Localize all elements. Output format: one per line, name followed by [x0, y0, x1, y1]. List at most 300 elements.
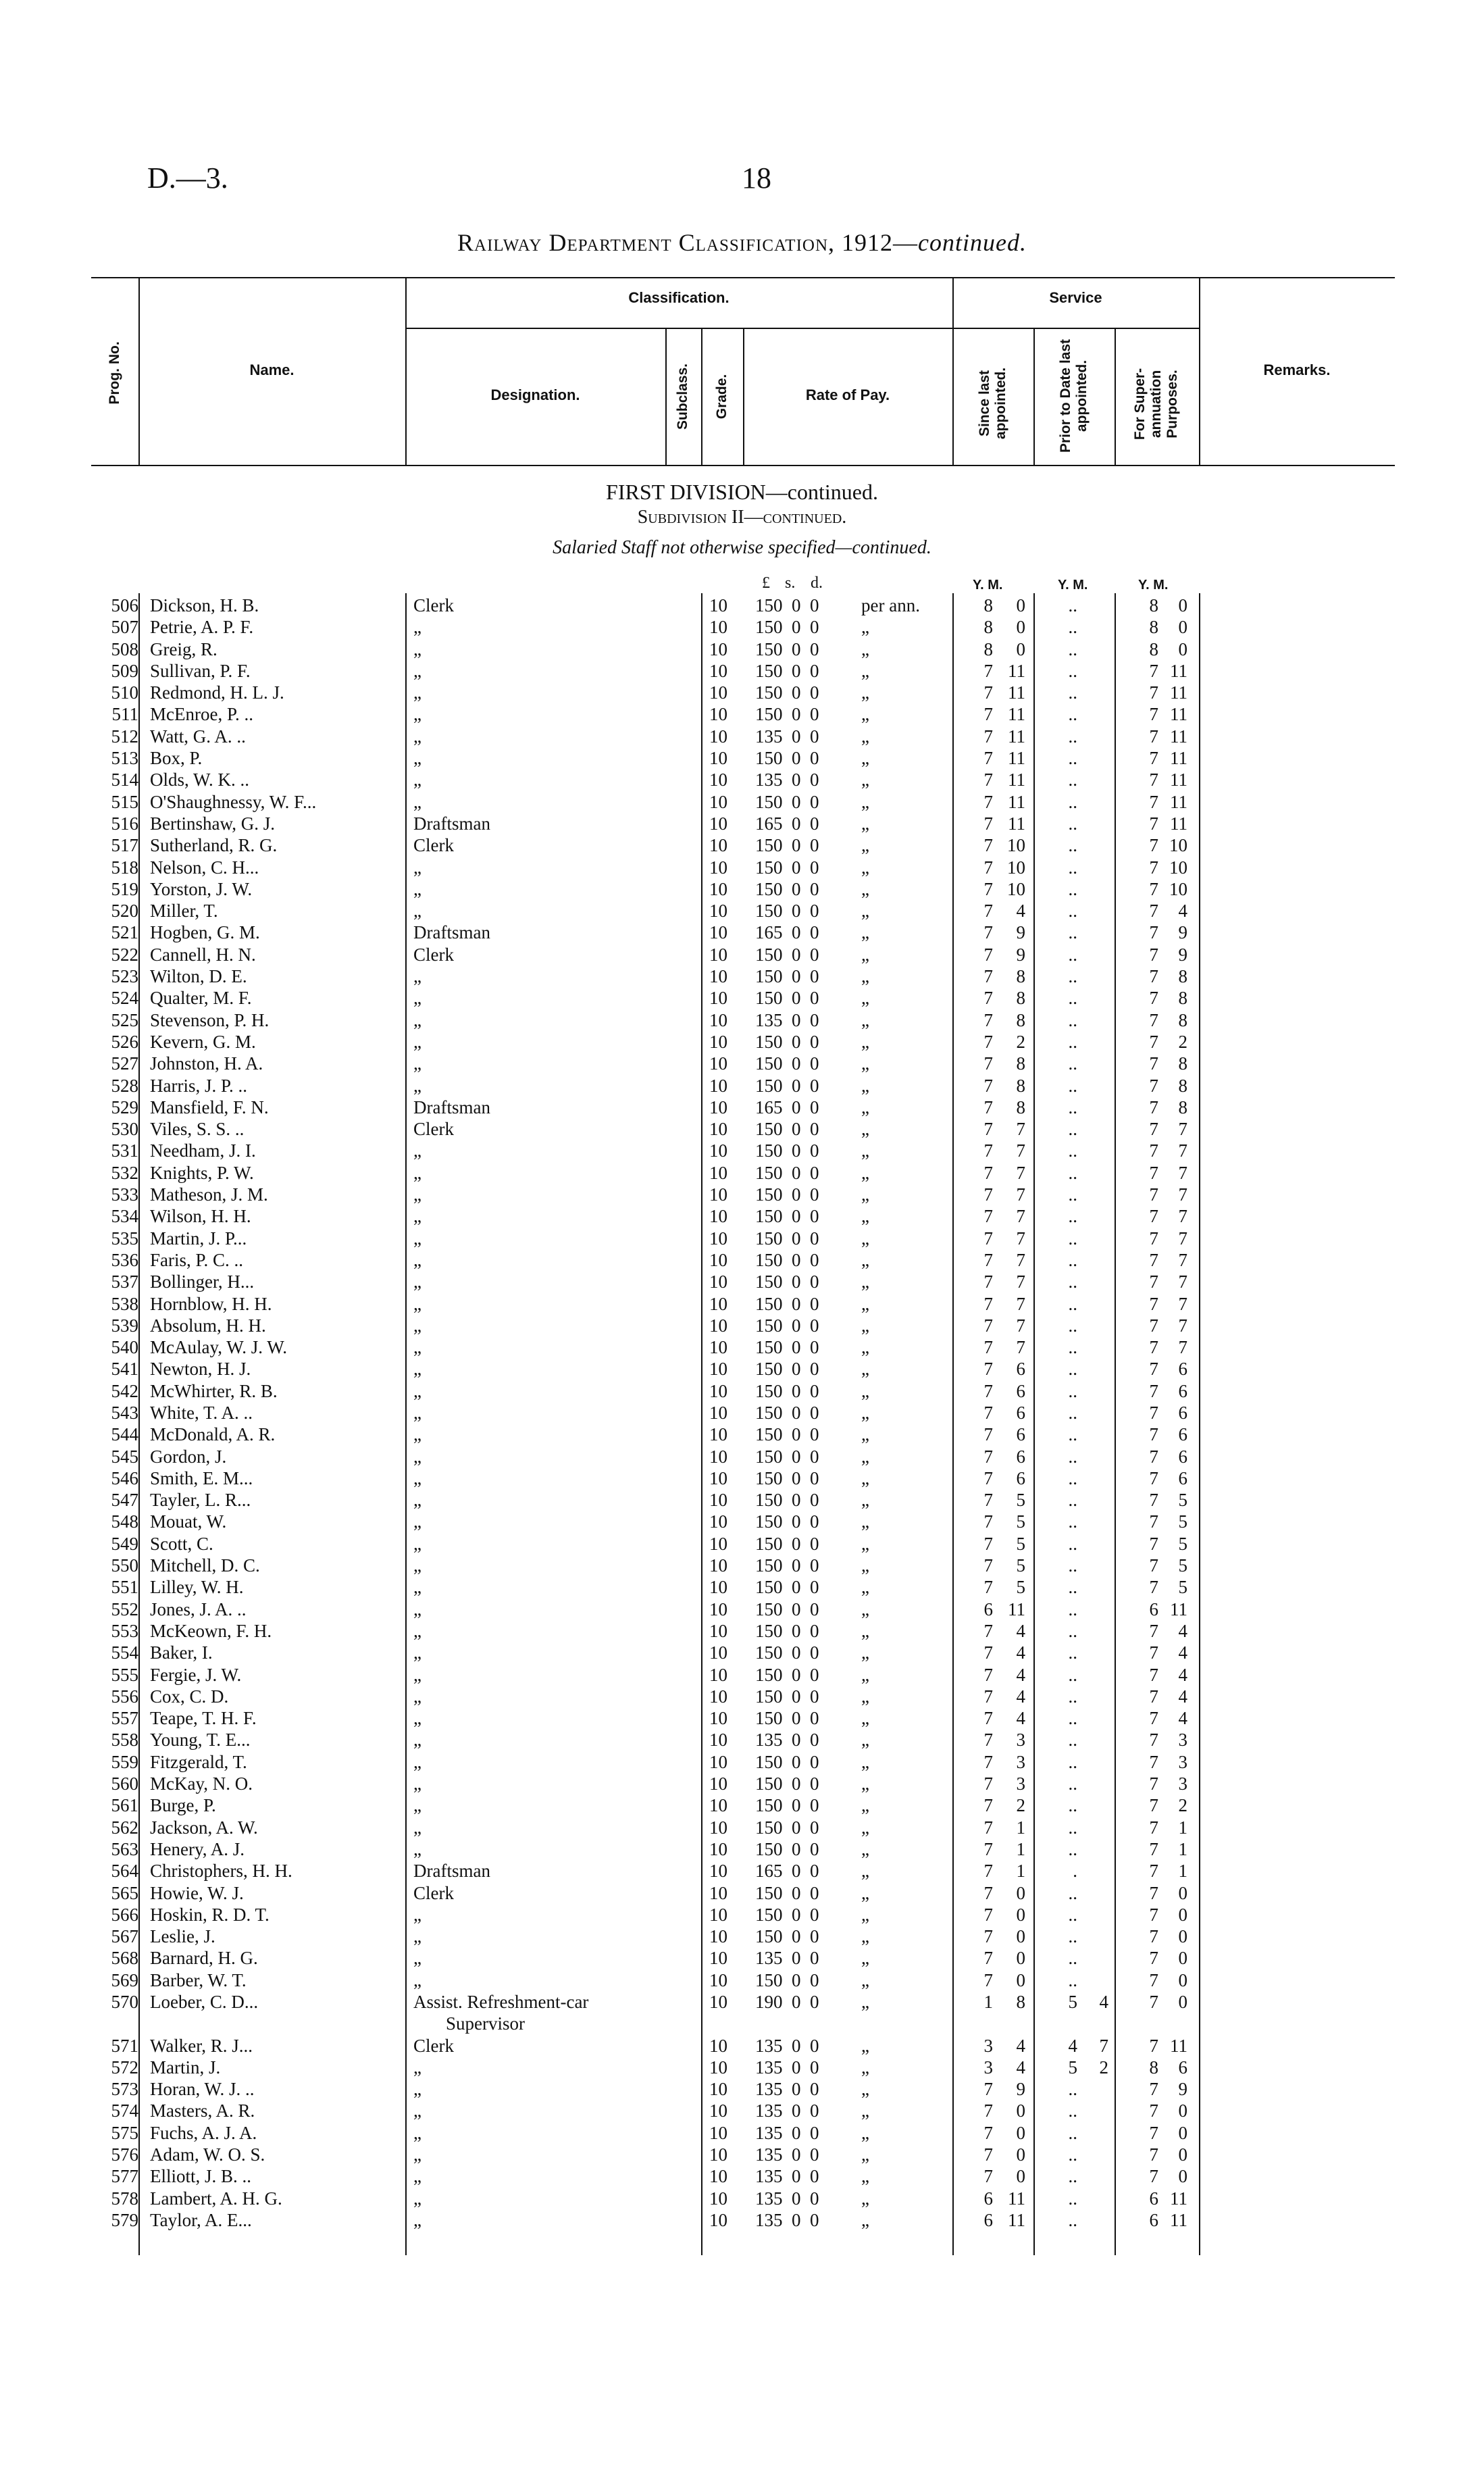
cell-grade: 10	[709, 1490, 727, 1511]
table-row	[0, 1380, 1484, 1402]
cell-pay-period: „	[861, 1686, 869, 1707]
cell-super-years: 7	[1149, 2144, 1158, 2165]
cell-grade: 10	[709, 813, 727, 834]
cell-super-years: 7	[1149, 1140, 1158, 1161]
cell-since-years: 7	[983, 2122, 993, 2143]
cell-since-months: 8	[1016, 1053, 1025, 1074]
cell-grade: 10	[709, 1031, 727, 1052]
cell-super-months: 7	[1178, 1272, 1187, 1292]
cell-name: Bollinger, H...	[150, 1272, 255, 1292]
cell-name: Scott, C.	[150, 1533, 213, 1554]
cell-grade: 10	[709, 595, 727, 615]
cell-rate-of-pay: 150 0 0	[755, 682, 819, 703]
cell-rate-of-pay: 150 0 0	[755, 1293, 819, 1314]
cell-since-years: 7	[983, 682, 993, 703]
cell-super-months: 9	[1178, 922, 1187, 943]
cell-since-months: 11	[1008, 682, 1025, 703]
cell-since-months: 11	[1008, 813, 1025, 834]
cell-super-months: 0	[1178, 638, 1187, 659]
cell-name: Sullivan, P. F.	[150, 660, 251, 681]
cell-super-years: 7	[1149, 2122, 1158, 2143]
cell-prior-years: ..	[1068, 1555, 1077, 1576]
table-row	[0, 1533, 1484, 1555]
cell-super-years: 7	[1149, 1577, 1158, 1598]
cell-name: Nelson, C. H...	[150, 857, 259, 878]
cell-rate-of-pay: 135 0 0	[755, 2057, 819, 2078]
cell-prog-no: 551	[111, 1577, 138, 1598]
table-row	[0, 965, 1484, 987]
cell-since-years: 7	[983, 770, 993, 790]
cell-grade: 10	[709, 1599, 727, 1619]
cell-prior-years: ..	[1068, 1359, 1077, 1380]
cell-rate-of-pay: 190 0 0	[755, 1992, 819, 2012]
cell-since-years: 7	[983, 1969, 993, 1990]
cell-designation: „	[413, 1773, 421, 1794]
cell-prior-years: ..	[1068, 1751, 1077, 1772]
cell-pay-period: „	[861, 1708, 869, 1729]
cell-prior-years: ..	[1068, 2144, 1077, 2165]
cell-super-years: 7	[1149, 813, 1158, 834]
cell-since-years: 7	[983, 748, 993, 769]
header-for-superannuation: For Super-annuation Purposes.	[1132, 368, 1180, 441]
cell-since-months: 7	[1016, 1184, 1025, 1205]
cell-designation: „	[413, 1446, 421, 1467]
unit-pence: d.	[811, 574, 823, 592]
cell-since-years: 7	[983, 1075, 993, 1096]
cell-since-months: 8	[1016, 1075, 1025, 1096]
cell-rate-of-pay: 150 0 0	[755, 1119, 819, 1140]
header-classification: Classification.	[628, 289, 730, 306]
cell-rate-of-pay: 150 0 0	[755, 748, 819, 769]
cell-grade: 10	[709, 857, 727, 878]
cell-name: McDonald, A. R.	[150, 1424, 276, 1445]
cell-rate-of-pay: 150 0 0	[755, 944, 819, 965]
cell-since-months: 5	[1016, 1533, 1025, 1554]
cell-since-years: 7	[983, 966, 993, 987]
cell-super-months: 3	[1178, 1773, 1187, 1794]
cell-designation: „	[413, 1926, 421, 1947]
cell-designation: „	[413, 2079, 421, 2100]
cell-pay-period: „	[861, 1031, 869, 1052]
cell-prior-years: ..	[1068, 966, 1077, 987]
cell-rate-of-pay: 150 0 0	[755, 1577, 819, 1598]
table-row	[0, 682, 1484, 703]
cell-prog-no: 579	[111, 2209, 138, 2230]
cell-since-months: 7	[1016, 1249, 1025, 1270]
cell-super-years: 8	[1149, 2057, 1158, 2078]
cell-grade: 10	[709, 748, 727, 769]
cell-rate-of-pay: 150 0 0	[755, 1773, 819, 1794]
cell-grade: 10	[709, 1337, 727, 1358]
cell-since-months: 7	[1016, 1206, 1025, 1227]
cell-rate-of-pay: 150 0 0	[755, 638, 819, 659]
cell-super-years: 7	[1149, 988, 1158, 1009]
cell-rate-of-pay: 165 0 0	[755, 813, 819, 834]
cell-pay-period: „	[861, 1228, 869, 1249]
cell-super-years: 7	[1149, 2035, 1158, 2056]
cell-pay-period: „	[861, 1075, 869, 1096]
cell-since-years: 7	[983, 1424, 993, 1445]
cell-designation: „	[413, 1031, 421, 1052]
cell-rate-of-pay: 165 0 0	[755, 1861, 819, 1882]
cell-designation: „	[413, 2166, 421, 2187]
cell-rate-of-pay: 150 0 0	[755, 1380, 819, 1401]
cell-name: Wilson, H. H.	[150, 1206, 251, 1227]
cell-prog-no: 513	[111, 748, 138, 769]
cell-designation: „	[413, 1511, 421, 1532]
cell-since-months: 3	[1016, 1730, 1025, 1751]
cell-grade: 10	[709, 1293, 727, 1314]
cell-name: McEnroe, P. ..	[150, 704, 253, 725]
table-row	[0, 1904, 1484, 1926]
cell-super-months: 6	[1178, 1402, 1187, 1423]
cell-super-years: 7	[1149, 1708, 1158, 1729]
cell-designation: „	[413, 1402, 421, 1423]
cell-since-years: 7	[983, 726, 993, 747]
table-row	[0, 1162, 1484, 1184]
cell-super-years: 7	[1149, 1555, 1158, 1576]
table-row	[0, 660, 1484, 682]
cell-super-years: 7	[1149, 1031, 1158, 1052]
cell-super-years: 7	[1149, 1075, 1158, 1096]
cell-super-years: 7	[1149, 1773, 1158, 1794]
cell-prog-no: 530	[111, 1119, 138, 1140]
cell-prog-no: 567	[111, 1926, 138, 1947]
cell-grade: 10	[709, 2057, 727, 2078]
cell-pay-period: „	[861, 1097, 869, 1117]
table-row	[0, 791, 1484, 813]
cell-rate-of-pay: 135 0 0	[755, 1948, 819, 1969]
cell-since-years: 3	[983, 2035, 993, 2056]
cell-designation: Draftsman	[413, 813, 490, 834]
cell-rate-of-pay: 150 0 0	[755, 704, 819, 725]
table-row	[0, 1271, 1484, 1292]
cell-super-years: 8	[1149, 595, 1158, 615]
cell-prog-no: 565	[111, 1882, 138, 1903]
cell-since-years: 7	[983, 1446, 993, 1467]
cell-prior-years: ..	[1068, 1969, 1077, 1990]
page-number: 18	[742, 161, 771, 195]
cell-super-months: 4	[1178, 1642, 1187, 1663]
cell-rate-of-pay: 135 0 0	[755, 2166, 819, 2187]
cell-rate-of-pay: 150 0 0	[755, 1272, 819, 1292]
cell-rate-of-pay: 150 0 0	[755, 617, 819, 638]
cell-since-months: 5	[1016, 1555, 1025, 1576]
cell-super-months: 5	[1178, 1511, 1187, 1532]
cell-prog-no: 556	[111, 1686, 138, 1707]
cell-grade: 10	[709, 638, 727, 659]
cell-rate-of-pay: 150 0 0	[755, 1817, 819, 1838]
cell-name: Smith, E. M...	[150, 1467, 253, 1488]
cell-name: Newton, H. J.	[150, 1359, 251, 1380]
cell-rate-of-pay: 150 0 0	[755, 1424, 819, 1445]
cell-designation: „	[413, 2100, 421, 2121]
cell-prog-no: 509	[111, 660, 138, 681]
cell-prog-no: 546	[111, 1467, 138, 1488]
cell-grade: 10	[709, 1686, 727, 1707]
cell-prior-years: ..	[1068, 1184, 1077, 1205]
cell-designation: Assist. Refreshment-car	[413, 1992, 589, 2012]
cell-prior-years: ..	[1068, 660, 1077, 681]
cell-grade: 10	[709, 1708, 727, 1729]
cell-since-months: 2	[1016, 1795, 1025, 1816]
cell-since-years: 7	[983, 1315, 993, 1336]
cell-since-years: 7	[983, 2079, 993, 2100]
cell-designation: „	[413, 1380, 421, 1401]
cell-since-years: 7	[983, 1009, 993, 1030]
table-row	[0, 1424, 1484, 1445]
cell-rate-of-pay: 150 0 0	[755, 1620, 819, 1641]
cell-designation: „	[413, 1795, 421, 1816]
cell-designation: „	[413, 1337, 421, 1358]
table-row	[0, 2165, 1484, 2187]
cell-prog-no: 576	[111, 2144, 138, 2165]
cell-since-years: 7	[983, 857, 993, 878]
cell-pay-period: „	[861, 1795, 869, 1816]
cell-super-years: 7	[1149, 1992, 1158, 2012]
table-row	[0, 1489, 1484, 1511]
cell-pay-period: „	[861, 2079, 869, 2100]
cell-since-months: 5	[1016, 1490, 1025, 1511]
cell-designation: „	[413, 617, 421, 638]
cell-super-months: 5	[1178, 1577, 1187, 1598]
table-row	[0, 1140, 1484, 1161]
cell-since-years: 7	[983, 1882, 993, 1903]
cell-prior-years: ..	[1068, 1009, 1077, 1030]
cell-rate-of-pay: 150 0 0	[755, 1206, 819, 1227]
cell-name: Knights, P. W.	[150, 1162, 254, 1183]
cell-prog-no: 507	[111, 617, 138, 638]
cell-super-months: 11	[1170, 813, 1187, 834]
cell-rate-of-pay: 150 0 0	[755, 1162, 819, 1183]
cell-rate-of-pay: 150 0 0	[755, 1926, 819, 1947]
cell-since-years: 7	[983, 704, 993, 725]
cell-designation: Clerk	[413, 2035, 454, 2056]
cell-since-months: 8	[1016, 1992, 1025, 2012]
cell-designation: „	[413, 704, 421, 725]
cell-super-years: 8	[1149, 617, 1158, 638]
cell-super-months: 8	[1178, 1075, 1187, 1096]
cell-designation: „	[413, 770, 421, 790]
cell-rate-of-pay: 150 0 0	[755, 988, 819, 1009]
cell-prior-years: ..	[1068, 1533, 1077, 1554]
cell-prior-years: ..	[1068, 704, 1077, 725]
cell-since-months: 8	[1016, 1097, 1025, 1117]
cell-since-years: 7	[983, 1031, 993, 1052]
cell-rate-of-pay: 165 0 0	[755, 922, 819, 943]
cell-super-months: 8	[1178, 988, 1187, 1009]
cell-designation: „	[413, 1817, 421, 1838]
cell-grade: 10	[709, 1402, 727, 1423]
header-remarks: Remarks.	[1263, 361, 1331, 378]
cell-since-months: 6	[1016, 1359, 1025, 1380]
cell-super-months: 4	[1178, 1620, 1187, 1641]
cell-name: Miller, T.	[150, 901, 218, 922]
cell-prior-years: 5	[1068, 2057, 1077, 2078]
cell-name: Faris, P. C. ..	[150, 1249, 244, 1270]
cell-prior-years: ..	[1068, 1467, 1077, 1488]
cell-name: McWhirter, R. B.	[150, 1380, 278, 1401]
cell-super-months: 2	[1178, 1795, 1187, 1816]
cell-pay-period: „	[861, 2144, 869, 2165]
cell-since-years: 3	[983, 2057, 993, 2078]
cell-super-years: 7	[1149, 1904, 1158, 1925]
cell-name: Cox, C. D.	[150, 1686, 229, 1707]
cell-grade: 10	[709, 1097, 727, 1117]
cell-pay-period: „	[861, 617, 869, 638]
cell-rate-of-pay: 150 0 0	[755, 1642, 819, 1663]
cell-prior-years: ..	[1068, 1249, 1077, 1270]
cell-super-months: 0	[1178, 1969, 1187, 1990]
cell-super-months: 5	[1178, 1533, 1187, 1554]
table-row	[0, 1555, 1484, 1576]
cell-grade: 10	[709, 2209, 727, 2230]
cell-designation: „	[413, 1708, 421, 1729]
cell-pay-period: „	[861, 1053, 869, 1074]
cell-designation: „	[413, 1228, 421, 1249]
cell-prior-years: ..	[1068, 1097, 1077, 1117]
cell-since-months: 11	[1008, 2209, 1025, 2230]
cell-rate-of-pay: 150 0 0	[755, 1315, 819, 1336]
cell-pay-period: „	[861, 791, 869, 812]
cell-rate-of-pay: 150 0 0	[755, 1184, 819, 1205]
cell-rate-of-pay: 165 0 0	[755, 1097, 819, 1117]
cell-prog-no: 511	[111, 704, 138, 725]
table-row	[0, 703, 1484, 725]
cell-since-months: 6	[1016, 1424, 1025, 1445]
cell-pay-period: „	[861, 2035, 869, 2056]
cell-prog-no: 517	[111, 835, 138, 856]
cell-super-years: 7	[1149, 1206, 1158, 1227]
cell-prior-months: 4	[1099, 1992, 1108, 2012]
table-row	[0, 1097, 1484, 1118]
cell-prog-no: 538	[111, 1293, 138, 1314]
cell-grade: 10	[709, 1380, 727, 1401]
table-row	[0, 1205, 1484, 1227]
table-row	[0, 2188, 1484, 2209]
cell-super-months: 7	[1178, 1184, 1187, 1205]
cell-super-months: 6	[1178, 1359, 1187, 1380]
cell-since-months: 7	[1016, 1272, 1025, 1292]
table-row	[0, 1118, 1484, 1140]
cell-grade: 10	[709, 2166, 727, 2187]
table-row	[0, 1882, 1484, 1904]
cell-name: Mansfield, F. N.	[150, 1097, 269, 1117]
cell-name: Petrie, A. P. F.	[150, 617, 254, 638]
cell-since-years: 7	[983, 1249, 993, 1270]
cell-super-years: 7	[1149, 1162, 1158, 1183]
cell-grade: 10	[709, 1140, 727, 1161]
cell-grade: 10	[709, 1992, 727, 2012]
cell-prior-years: ..	[1068, 922, 1077, 943]
cell-since-months: 0	[1016, 638, 1025, 659]
unit-pounds: £	[762, 574, 770, 592]
cell-name: Burge, P.	[150, 1795, 216, 1816]
cell-prog-no: 516	[111, 813, 138, 834]
cell-super-years: 7	[1149, 1620, 1158, 1641]
table-row	[0, 987, 1484, 1009]
cell-since-years: 7	[983, 1337, 993, 1358]
cell-pay-period: „	[861, 1948, 869, 1969]
cell-name: Sutherland, R. G.	[150, 835, 278, 856]
cell-super-months: 7	[1178, 1249, 1187, 1270]
cell-since-years: 7	[983, 791, 993, 812]
cell-grade: 10	[709, 1838, 727, 1859]
cell-name: Jackson, A. W.	[150, 1817, 258, 1838]
cell-rate-of-pay: 150 0 0	[755, 1402, 819, 1423]
cell-designation: „	[413, 1293, 421, 1314]
cell-since-years: 7	[983, 1511, 993, 1532]
cell-prog-no: 508	[111, 638, 138, 659]
cell-rate-of-pay: 150 0 0	[755, 1599, 819, 1619]
cell-grade: 10	[709, 944, 727, 965]
cell-super-months: 11	[1170, 660, 1187, 681]
cell-super-years: 7	[1149, 835, 1158, 856]
cell-since-years: 7	[983, 1533, 993, 1554]
cell-pay-period: „	[861, 1009, 869, 1030]
cell-prog-no: 564	[111, 1861, 138, 1882]
cell-pay-period: „	[861, 1315, 869, 1336]
cell-designation: „	[413, 1599, 421, 1619]
cell-name: Matheson, J. M.	[150, 1184, 268, 1205]
cell-prog-no: 531	[111, 1140, 138, 1161]
cell-since-years: 7	[983, 1817, 993, 1838]
cell-prior-years: ..	[1068, 2079, 1077, 2100]
cell-super-years: 7	[1149, 1838, 1158, 1859]
table-row	[0, 1576, 1484, 1598]
cell-rate-of-pay: 150 0 0	[755, 835, 819, 856]
cell-grade: 10	[709, 1272, 727, 1292]
cell-since-years: 6	[983, 1599, 993, 1619]
cell-super-years: 7	[1149, 966, 1158, 987]
cell-prior-years: ..	[1068, 2209, 1077, 2230]
cell-name: Christophers, H. H.	[150, 1861, 292, 1882]
table-row	[0, 1664, 1484, 1686]
cell-since-months: 2	[1016, 1031, 1025, 1052]
cell-rate-of-pay: 135 0 0	[755, 770, 819, 790]
cell-designation: Clerk	[413, 1119, 454, 1140]
cell-designation: Clerk	[413, 835, 454, 856]
cell-super-years: 7	[1149, 1511, 1158, 1532]
cell-prior-years: ..	[1068, 1293, 1077, 1314]
cell-since-months: 0	[1016, 2100, 1025, 2121]
table-row	[0, 1751, 1484, 1773]
cell-since-years: 7	[983, 1184, 993, 1205]
cell-pay-period: „	[861, 1402, 869, 1423]
cell-grade: 10	[709, 1730, 727, 1751]
cell-prog-no: 533	[111, 1184, 138, 1205]
cell-rate-of-pay: 150 0 0	[755, 1708, 819, 1729]
cell-super-months: 7	[1178, 1228, 1187, 1249]
cell-designation: „	[413, 1948, 421, 1969]
cell-pay-period: „	[861, 901, 869, 922]
cell-designation: „	[413, 1009, 421, 1030]
table-row	[0, 1599, 1484, 1620]
cell-prog-no: 561	[111, 1795, 138, 1816]
cell-pay-period: „	[861, 988, 869, 1009]
cell-grade: 10	[709, 1075, 727, 1096]
cell-name: Henery, A. J.	[150, 1838, 245, 1859]
cell-designation: Draftsman	[413, 1861, 490, 1882]
cell-since-years: 7	[983, 1861, 993, 1882]
cell-super-years: 7	[1149, 1948, 1158, 1969]
cell-since-months: 11	[1008, 770, 1025, 790]
cell-super-months: 6	[1178, 1424, 1187, 1445]
cell-super-years: 7	[1149, 1882, 1158, 1903]
cell-prog-no: 510	[111, 682, 138, 703]
cell-prog-no: 555	[111, 1664, 138, 1685]
cell-designation: „	[413, 1075, 421, 1096]
